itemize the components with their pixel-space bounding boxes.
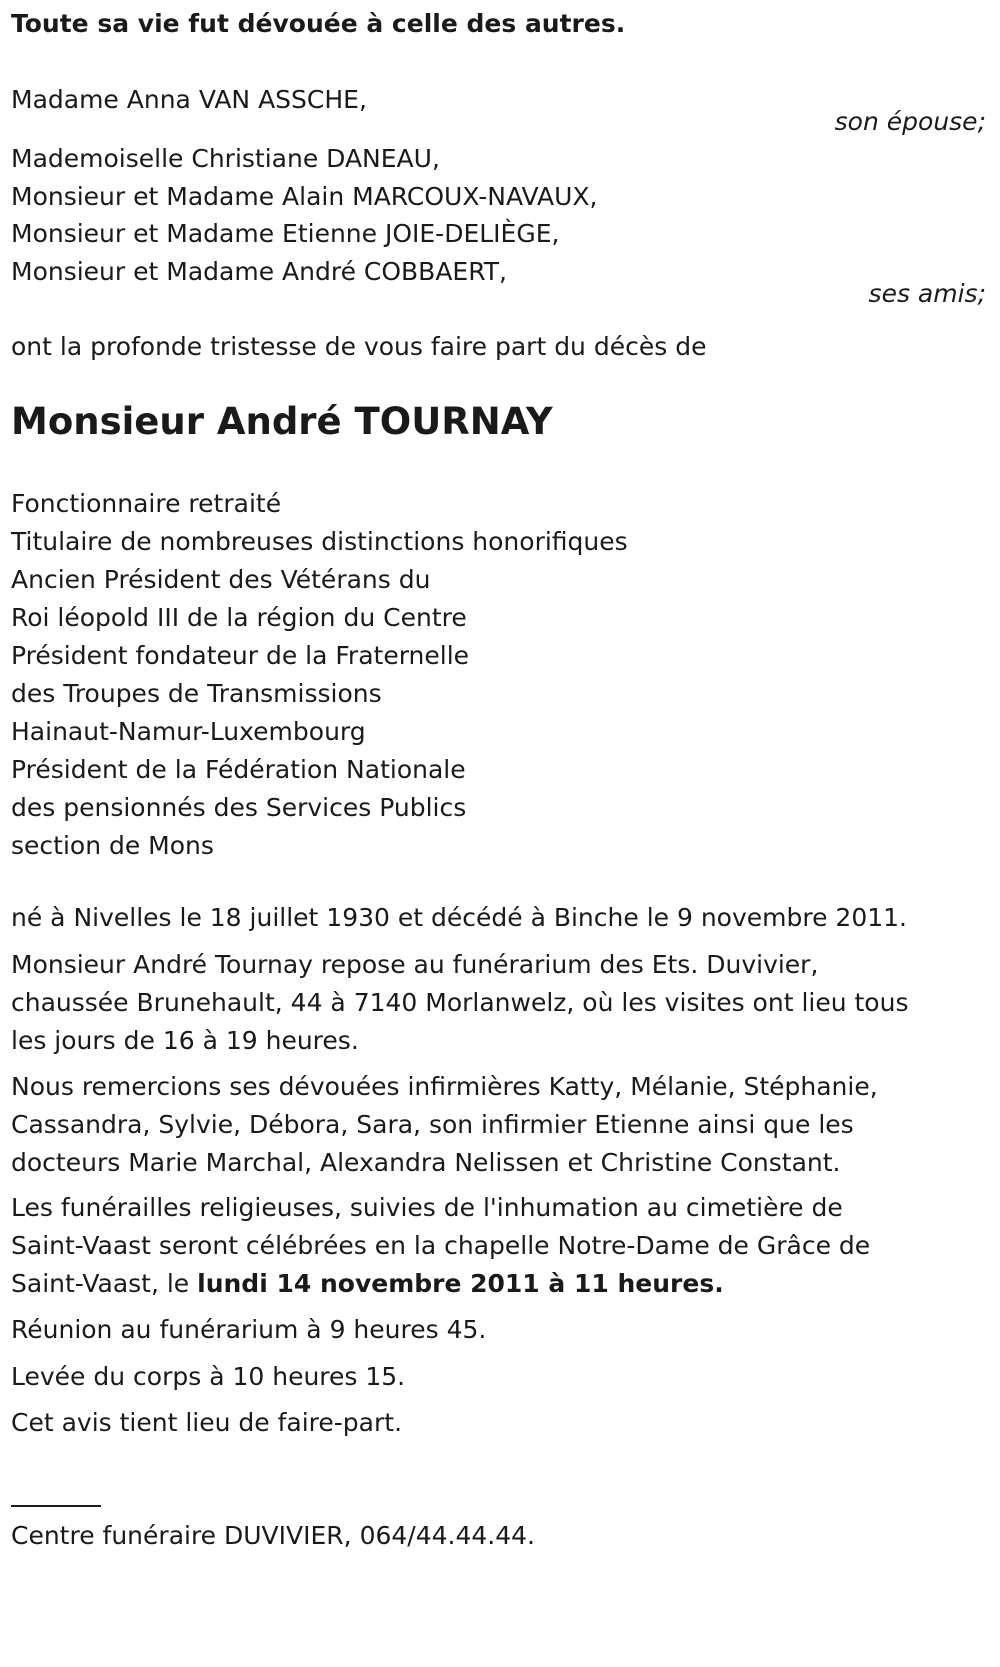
friend-name: Monsieur et Madame Alain MARCOUX-NAVAUX, [11,182,598,211]
friend-name: Monsieur et Madame André COBBAERT, [11,257,507,286]
funeral-place: Saint-Vaast, le [11,1269,198,1298]
title-line: Hainaut-Namur-Luxembourg [11,717,366,746]
repose-line: chaussée Brunehault, 44 à 7140 Morlanwelz, où les visites ont lieu tous [11,988,909,1017]
departure: Levée du corps à 10 heures 15. [11,1362,406,1391]
funeral-line-3 [11,1264,986,1304]
title-line: des Troupes de Transmissions [11,679,382,708]
notice: Cet avis tient lieu de faire-part. [11,1408,403,1437]
title-line: Président fondateur de la Fraternelle [11,641,470,670]
thanks-line: docteurs Marie Marchal, Alexandra Nelissen et Christine Constant. [11,1148,841,1177]
funeral-line: Les funérailles religieuses, suivies de l'inhumation au cimetière de [11,1193,843,1222]
thanks-paragraph [11,1067,986,1183]
funeral-paragraph [11,1188,986,1304]
thanks-line: Cassandra, Sylvie, Débora, Sara, son infirmier Etienne ainsi que les [11,1110,854,1139]
repose-line: Monsieur André Tournay repose au funérarium des Ets. Duvivier, [11,950,819,979]
funeral-date: lundi 14 novembre 2011 à 11 heures. [197,1269,724,1298]
title-line: Ancien Président des Vétérans du [11,565,431,594]
title-line: Titulaire de nombreuses distinctions honorifiques [11,527,628,556]
title-line: section de Mons [11,831,214,860]
divider [11,1505,101,1507]
title-line: Fonctionnaire retraité [11,489,282,518]
repose-paragraph [11,945,986,1061]
footer-contact: Centre funéraire DUVIVIER, 064/44.44.44. [11,1521,535,1550]
announcement: ont la profonde tristesse de vous faire part du décès de [11,332,707,361]
meeting: Réunion au funérarium à 9 heures 45. [11,1315,487,1344]
title-line: Roi léopold III de la région du Centre [11,603,467,632]
motto: Toute sa vie fut dévouée à celle des autres. [11,9,626,38]
funeral-line: Saint-Vaast seront célébrées en la chapelle Notre-Dame de Grâce de [11,1231,871,1260]
friends-relation: ses amis; [868,279,986,308]
repose-line: les jours de 16 à 19 heures. [11,1026,359,1055]
title-line: des pensionnés des Services Publics [11,793,467,822]
titles-list [11,484,986,866]
spouse-name: Madame Anna VAN ASSCHE, [11,85,367,114]
spouse-relation: son épouse; [834,107,986,136]
friend-name: Monsieur et Madame Etienne JOIE-DELIÈGE, [11,219,560,248]
thanks-line: Nous remercions ses dévouées infirmières Katty, Mélanie, Stéphanie, [11,1072,878,1101]
deceased-name: Monsieur André TOURNAY [11,400,553,443]
title-line: Président de la Fédération Nationale [11,755,466,784]
birth-death: né à Nivelles le 18 juillet 1930 et décédé à Binche le 9 novembre 2011. [11,903,907,932]
friend-name: Mademoiselle Christiane DANEAU, [11,144,440,173]
